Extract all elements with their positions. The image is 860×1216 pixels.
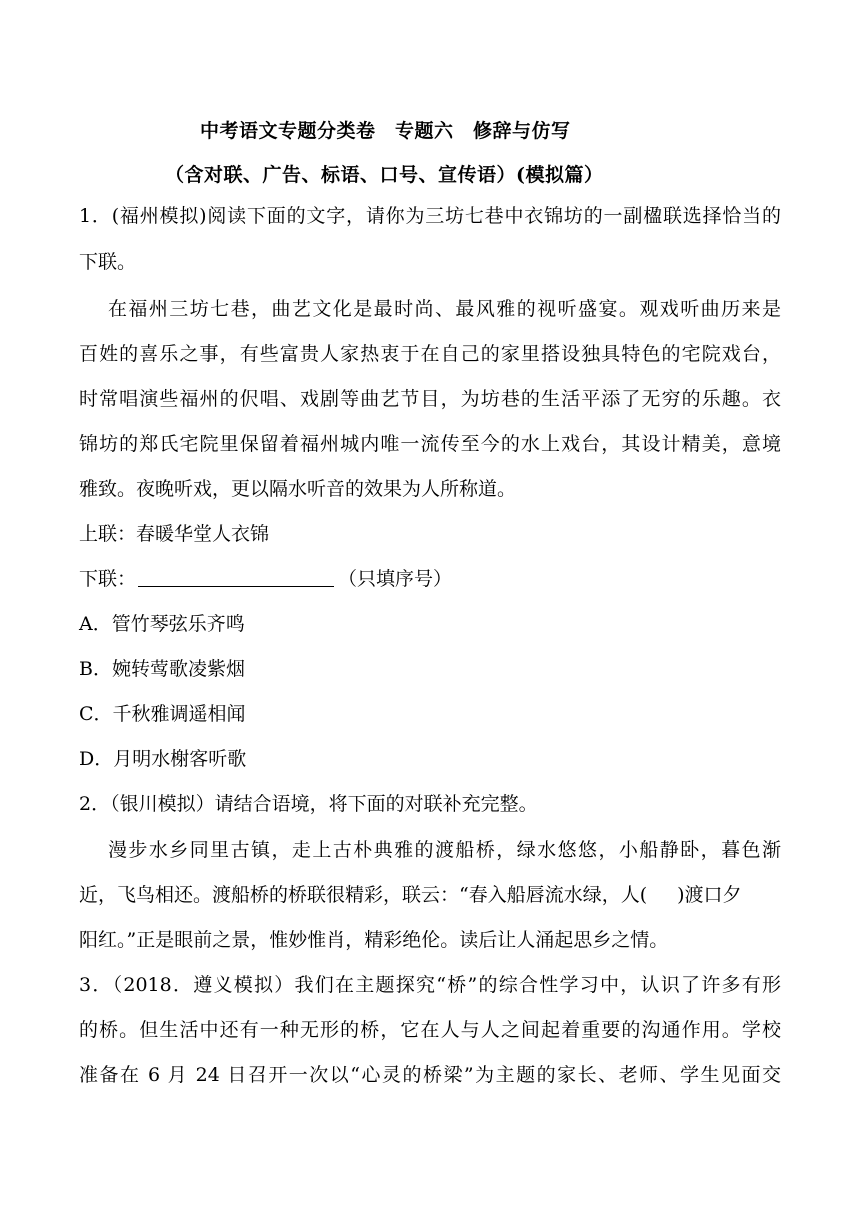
document-subtitle: （含对联、广告、标语、口号、宣传语）(模拟篇）: [165, 164, 604, 186]
q1-lower-label: 下联：: [79, 568, 137, 590]
q1-lower-couplet-row: [79, 567, 781, 591]
q1-option-a: A．管竹琴弦乐齐鸣: [79, 613, 245, 635]
q2-stem: 2．（银川模拟）请结合语境，将下面的对联补充完整。: [79, 793, 538, 815]
q1-option-c: C．千秋雅调遥相闻: [79, 703, 246, 725]
q1-passage-line5: 雅致。夜晚听戏，更以隔水听音的效果为人所称道。: [79, 478, 517, 500]
q2-passage-line2-a: 近，飞鸟相还。渡船桥的桥联很精彩，联云：“春入船唇流水绿，人(: [79, 884, 648, 906]
q1-option-d: D．月明水榭客听歌: [79, 748, 247, 770]
q1-stem-line1: 1．(福州模拟)阅读下面的文字，请你为三坊七巷中衣锦坊的一副楹联选择恰当的: [79, 205, 781, 227]
q1-stem-line2: 下联。: [79, 251, 137, 273]
q1-passage-line4: 锦坊的郑氏宅院里保留着福州城内唯一流传至今的水上戏台，其设计精美，意境: [79, 433, 781, 455]
q2-passage-line2: [79, 883, 781, 907]
q1-answer-blank[interactable]: [138, 568, 334, 587]
q3-stem-line1: 3．（2018．遵义模拟）我们在主题探究“桥”的综合性学习中，认识了许多有形: [79, 974, 781, 996]
document-title: 中考语文专题分类卷 专题六 修辞与仿写: [200, 120, 571, 142]
q2-passage-line1: 漫步水乡同里古镇，走上古朴典雅的渡船桥，绿水悠悠，小船静卧，暮色渐: [108, 839, 781, 861]
q3-stem-line3: 准备在 6 月 24 日召开一次以“心灵的桥梁”为主题的家长、老师、学生见面交: [79, 1064, 781, 1086]
q2-passage-line3: 阳红。”正是眼前之景，惟妙惟肖，精彩绝伦。读后让人涌起思乡之情。: [79, 929, 669, 951]
q3-stem-line2: 的桥。但生活中还有一种无形的桥，它在人与人之间起着重要的沟通作用。学校: [79, 1019, 781, 1041]
q1-passage-line1: 在福州三坊七巷，曲艺文化是最时尚、最风雅的视听盛宴。观戏听曲历来是: [108, 298, 781, 320]
q1-passage-line2: 百姓的喜乐之事，有些富贵人家热衷于在自己的家里搭设独具特色的宅院戏台，: [79, 343, 781, 365]
q1-passage-line3: 时常唱演些福州的伬唱、戏剧等曲艺节目，为坊巷的生活平添了无穷的乐趣。衣: [79, 388, 781, 410]
q1-option-b: B．婉转莺歌凌紫烟: [79, 658, 245, 680]
q1-lower-hint: （只填序号）: [338, 568, 453, 590]
q2-passage-line2-b: )渡口夕: [677, 884, 742, 906]
q1-upper-couplet: 上联：春暖华堂人衣锦: [79, 523, 270, 545]
